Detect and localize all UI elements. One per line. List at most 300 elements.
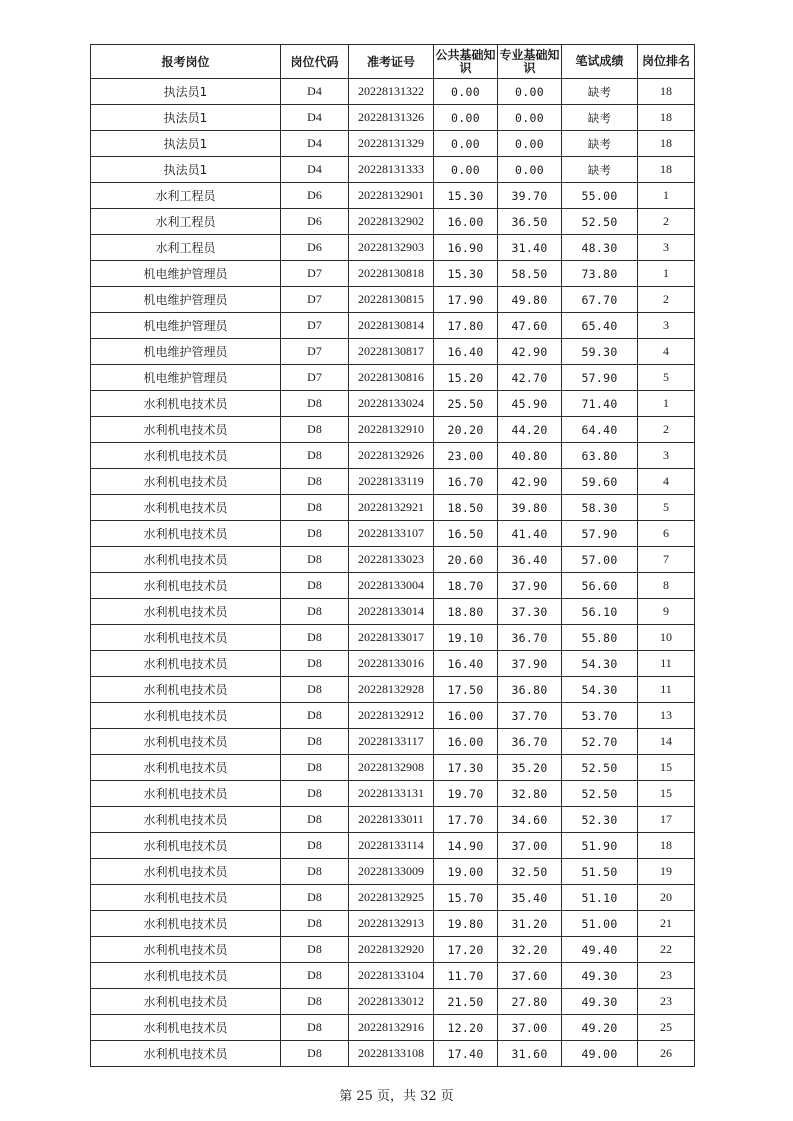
cell-professional: 36.70 [498, 729, 562, 755]
cell-rank: 18 [638, 131, 695, 157]
table-row [91, 599, 695, 625]
cell-ticket: 20228132921 [349, 495, 434, 521]
cell-professional: 44.20 [498, 417, 562, 443]
cell-score: 56.60 [562, 573, 638, 599]
cell-professional: 39.70 [498, 183, 562, 209]
cell-position: 水利机电技术员 [91, 885, 281, 911]
cell-code: D8 [281, 1015, 349, 1041]
cell-ticket: 20228131326 [349, 105, 434, 131]
cell-position: 水利机电技术员 [91, 677, 281, 703]
cell-score: 51.10 [562, 885, 638, 911]
cell-score: 52.50 [562, 755, 638, 781]
cell-ticket: 20228131333 [349, 157, 434, 183]
table-row [91, 1015, 695, 1041]
cell-rank: 6 [638, 521, 695, 547]
cell-public: 20.20 [434, 417, 498, 443]
cell-position: 水利机电技术员 [91, 443, 281, 469]
cell-score: 49.20 [562, 1015, 638, 1041]
cell-position: 机电维护管理员 [91, 339, 281, 365]
cell-public: 16.50 [434, 521, 498, 547]
page-number-footer: 第 25 页，共 32 页 [339, 1089, 454, 1104]
cell-professional: 35.20 [498, 755, 562, 781]
cell-public: 15.20 [434, 365, 498, 391]
cell-professional: 27.80 [498, 989, 562, 1015]
cell-code: D8 [281, 1041, 349, 1067]
cell-position: 水利机电技术员 [91, 599, 281, 625]
cell-score: 52.50 [562, 209, 638, 235]
table-row [91, 963, 695, 989]
cell-code: D6 [281, 183, 349, 209]
cell-score: 56.10 [562, 599, 638, 625]
cell-professional: 32.20 [498, 937, 562, 963]
table-row [91, 677, 695, 703]
cell-professional: 45.90 [498, 391, 562, 417]
cell-professional: 36.70 [498, 625, 562, 651]
table-row [91, 885, 695, 911]
cell-public: 19.00 [434, 859, 498, 885]
cell-position: 执法员1 [91, 79, 281, 105]
cell-code: D8 [281, 547, 349, 573]
header-rank: 岗位排名 [638, 45, 695, 79]
cell-ticket: 20228130816 [349, 365, 434, 391]
table-row [91, 417, 695, 443]
cell-rank: 23 [638, 963, 695, 989]
cell-position: 水利机电技术员 [91, 989, 281, 1015]
cell-rank: 1 [638, 391, 695, 417]
cell-position: 水利机电技术员 [91, 547, 281, 573]
cell-code: D8 [281, 859, 349, 885]
cell-public: 16.00 [434, 729, 498, 755]
cell-rank: 15 [638, 755, 695, 781]
cell-professional: 31.60 [498, 1041, 562, 1067]
cell-position: 水利机电技术员 [91, 573, 281, 599]
table-row [91, 703, 695, 729]
cell-score: 58.30 [562, 495, 638, 521]
cell-public: 21.50 [434, 989, 498, 1015]
cell-public: 14.90 [434, 833, 498, 859]
cell-score: 缺考 [562, 105, 638, 131]
cell-public: 16.00 [434, 209, 498, 235]
cell-code: D8 [281, 989, 349, 1015]
cell-public: 16.90 [434, 235, 498, 261]
cell-position: 执法员1 [91, 131, 281, 157]
cell-public: 19.10 [434, 625, 498, 651]
cell-public: 23.00 [434, 443, 498, 469]
cell-code: D4 [281, 157, 349, 183]
cell-score: 55.00 [562, 183, 638, 209]
cell-rank: 11 [638, 651, 695, 677]
cell-professional: 42.70 [498, 365, 562, 391]
cell-rank: 25 [638, 1015, 695, 1041]
cell-ticket: 20228133108 [349, 1041, 434, 1067]
cell-rank: 4 [638, 339, 695, 365]
table-row [91, 651, 695, 677]
cell-rank: 2 [638, 209, 695, 235]
cell-ticket: 20228132916 [349, 1015, 434, 1041]
cell-score: 55.80 [562, 625, 638, 651]
cell-ticket: 20228131329 [349, 131, 434, 157]
cell-professional: 42.90 [498, 469, 562, 495]
cell-rank: 10 [638, 625, 695, 651]
cell-professional: 31.40 [498, 235, 562, 261]
cell-code: D4 [281, 105, 349, 131]
cell-ticket: 20228132908 [349, 755, 434, 781]
cell-score: 49.00 [562, 1041, 638, 1067]
cell-code: D8 [281, 885, 349, 911]
cell-rank: 2 [638, 417, 695, 443]
table-row [91, 443, 695, 469]
table-row [91, 495, 695, 521]
table-row [91, 79, 695, 105]
cell-public: 17.30 [434, 755, 498, 781]
cell-rank: 21 [638, 911, 695, 937]
cell-position: 机电维护管理员 [91, 261, 281, 287]
cell-professional: 41.40 [498, 521, 562, 547]
cell-ticket: 20228133131 [349, 781, 434, 807]
cell-code: D8 [281, 807, 349, 833]
table-row [91, 391, 695, 417]
cell-ticket: 20228133011 [349, 807, 434, 833]
cell-rank: 22 [638, 937, 695, 963]
cell-code: D4 [281, 131, 349, 157]
table-row [91, 937, 695, 963]
cell-score: 缺考 [562, 79, 638, 105]
cell-rank: 19 [638, 859, 695, 885]
cell-public: 16.00 [434, 703, 498, 729]
cell-professional: 35.40 [498, 885, 562, 911]
cell-professional: 32.50 [498, 859, 562, 885]
cell-public: 25.50 [434, 391, 498, 417]
cell-code: D8 [281, 521, 349, 547]
cell-code: D7 [281, 339, 349, 365]
cell-score: 49.30 [562, 989, 638, 1015]
table-row [91, 911, 695, 937]
cell-code: D8 [281, 599, 349, 625]
cell-score: 59.60 [562, 469, 638, 495]
cell-code: D8 [281, 755, 349, 781]
cell-ticket: 20228132926 [349, 443, 434, 469]
cell-code: D8 [281, 729, 349, 755]
cell-position: 水利机电技术员 [91, 469, 281, 495]
cell-score: 51.90 [562, 833, 638, 859]
cell-professional: 0.00 [498, 105, 562, 131]
cell-code: D8 [281, 781, 349, 807]
cell-professional: 37.00 [498, 1015, 562, 1041]
cell-rank: 11 [638, 677, 695, 703]
cell-rank: 3 [638, 235, 695, 261]
cell-position: 水利机电技术员 [91, 911, 281, 937]
cell-rank: 9 [638, 599, 695, 625]
cell-score: 57.90 [562, 521, 638, 547]
cell-ticket: 20228133024 [349, 391, 434, 417]
table-row [91, 755, 695, 781]
table-row [91, 235, 695, 261]
cell-position: 水利机电技术员 [91, 391, 281, 417]
cell-ticket: 20228132913 [349, 911, 434, 937]
cell-ticket: 20228133104 [349, 963, 434, 989]
cell-ticket: 20228131322 [349, 79, 434, 105]
cell-public: 0.00 [434, 157, 498, 183]
cell-ticket: 20228130817 [349, 339, 434, 365]
cell-ticket: 20228132920 [349, 937, 434, 963]
cell-public: 17.50 [434, 677, 498, 703]
cell-score: 51.00 [562, 911, 638, 937]
cell-professional: 47.60 [498, 313, 562, 339]
cell-position: 水利机电技术员 [91, 755, 281, 781]
cell-ticket: 20228132903 [349, 235, 434, 261]
cell-position: 水利机电技术员 [91, 859, 281, 885]
cell-position: 水利机电技术员 [91, 781, 281, 807]
cell-position: 水利机电技术员 [91, 651, 281, 677]
table-row [91, 313, 695, 339]
cell-public: 16.40 [434, 339, 498, 365]
cell-score: 53.70 [562, 703, 638, 729]
header-ticket-number: 准考证号 [349, 45, 434, 79]
cell-score: 52.70 [562, 729, 638, 755]
cell-rank: 13 [638, 703, 695, 729]
table-row [91, 183, 695, 209]
table-body [91, 79, 695, 1067]
cell-public: 15.70 [434, 885, 498, 911]
cell-code: D8 [281, 443, 349, 469]
cell-score: 52.50 [562, 781, 638, 807]
table-row [91, 105, 695, 131]
cell-ticket: 20228130815 [349, 287, 434, 313]
cell-ticket: 20228133016 [349, 651, 434, 677]
cell-code: D8 [281, 495, 349, 521]
cell-position: 水利机电技术员 [91, 937, 281, 963]
cell-professional: 36.80 [498, 677, 562, 703]
cell-ticket: 20228133017 [349, 625, 434, 651]
table-row [91, 781, 695, 807]
cell-code: D8 [281, 677, 349, 703]
cell-score: 49.40 [562, 937, 638, 963]
cell-professional: 49.80 [498, 287, 562, 313]
cell-code: D7 [281, 287, 349, 313]
cell-score: 73.80 [562, 261, 638, 287]
cell-rank: 15 [638, 781, 695, 807]
cell-score: 49.30 [562, 963, 638, 989]
results-table [90, 44, 695, 1067]
cell-position: 水利机电技术员 [91, 495, 281, 521]
cell-rank: 3 [638, 313, 695, 339]
cell-position: 水利工程员 [91, 183, 281, 209]
table-row [91, 729, 695, 755]
cell-code: D8 [281, 911, 349, 937]
cell-ticket: 20228133012 [349, 989, 434, 1015]
cell-ticket: 20228132902 [349, 209, 434, 235]
cell-score: 54.30 [562, 677, 638, 703]
cell-rank: 7 [638, 547, 695, 573]
cell-public: 18.50 [434, 495, 498, 521]
cell-score: 57.00 [562, 547, 638, 573]
cell-public: 17.90 [434, 287, 498, 313]
cell-position: 机电维护管理员 [91, 313, 281, 339]
cell-score: 57.90 [562, 365, 638, 391]
cell-rank: 18 [638, 105, 695, 131]
cell-position: 水利机电技术员 [91, 1041, 281, 1067]
cell-position: 水利机电技术员 [91, 703, 281, 729]
cell-professional: 37.90 [498, 573, 562, 599]
cell-code: D6 [281, 209, 349, 235]
cell-rank: 3 [638, 443, 695, 469]
cell-public: 0.00 [434, 131, 498, 157]
cell-ticket: 20228133107 [349, 521, 434, 547]
cell-ticket: 20228133117 [349, 729, 434, 755]
cell-code: D8 [281, 625, 349, 651]
cell-public: 16.40 [434, 651, 498, 677]
cell-public: 0.00 [434, 79, 498, 105]
cell-rank: 20 [638, 885, 695, 911]
cell-professional: 36.40 [498, 547, 562, 573]
cell-public: 17.80 [434, 313, 498, 339]
cell-professional: 31.20 [498, 911, 562, 937]
cell-professional: 37.60 [498, 963, 562, 989]
cell-rank: 8 [638, 573, 695, 599]
cell-position: 执法员1 [91, 105, 281, 131]
cell-code: D8 [281, 833, 349, 859]
cell-position: 水利机电技术员 [91, 729, 281, 755]
cell-ticket: 20228130814 [349, 313, 434, 339]
table-row [91, 573, 695, 599]
cell-professional: 34.60 [498, 807, 562, 833]
cell-rank: 5 [638, 495, 695, 521]
cell-code: D7 [281, 313, 349, 339]
cell-professional: 0.00 [498, 157, 562, 183]
cell-rank: 17 [638, 807, 695, 833]
cell-public: 12.20 [434, 1015, 498, 1041]
cell-professional: 37.00 [498, 833, 562, 859]
cell-ticket: 20228133119 [349, 469, 434, 495]
cell-score: 63.80 [562, 443, 638, 469]
cell-score: 67.70 [562, 287, 638, 313]
table-row [91, 261, 695, 287]
cell-public: 17.20 [434, 937, 498, 963]
cell-professional: 0.00 [498, 79, 562, 105]
cell-position: 机电维护管理员 [91, 365, 281, 391]
table-row [91, 989, 695, 1015]
cell-ticket: 20228132928 [349, 677, 434, 703]
cell-ticket: 20228133009 [349, 859, 434, 885]
table-row [91, 1041, 695, 1067]
cell-rank: 23 [638, 989, 695, 1015]
cell-professional: 32.80 [498, 781, 562, 807]
cell-public: 0.00 [434, 105, 498, 131]
table-header-row [91, 45, 695, 79]
cell-code: D8 [281, 417, 349, 443]
cell-score: 65.40 [562, 313, 638, 339]
cell-public: 16.70 [434, 469, 498, 495]
cell-rank: 26 [638, 1041, 695, 1067]
cell-professional: 39.80 [498, 495, 562, 521]
table-row [91, 131, 695, 157]
cell-score: 缺考 [562, 157, 638, 183]
cell-professional: 37.70 [498, 703, 562, 729]
table-row [91, 157, 695, 183]
cell-public: 20.60 [434, 547, 498, 573]
cell-score: 48.30 [562, 235, 638, 261]
cell-code: D7 [281, 365, 349, 391]
table-row [91, 521, 695, 547]
cell-ticket: 20228133004 [349, 573, 434, 599]
cell-position: 水利机电技术员 [91, 963, 281, 989]
header-public-basic: 公共基础知识 [434, 45, 498, 79]
cell-code: D8 [281, 937, 349, 963]
table-row [91, 469, 695, 495]
cell-score: 52.30 [562, 807, 638, 833]
cell-score: 51.50 [562, 859, 638, 885]
header-position-code: 岗位代码 [281, 45, 349, 79]
cell-professional: 36.50 [498, 209, 562, 235]
cell-position: 水利机电技术员 [91, 417, 281, 443]
cell-rank: 2 [638, 287, 695, 313]
cell-score: 71.40 [562, 391, 638, 417]
cell-ticket: 20228132925 [349, 885, 434, 911]
cell-ticket: 20228133023 [349, 547, 434, 573]
cell-position: 水利机电技术员 [91, 521, 281, 547]
cell-public: 17.70 [434, 807, 498, 833]
table-row [91, 807, 695, 833]
cell-rank: 1 [638, 261, 695, 287]
cell-public: 18.80 [434, 599, 498, 625]
cell-code: D8 [281, 469, 349, 495]
cell-code: D6 [281, 235, 349, 261]
cell-ticket: 20228132912 [349, 703, 434, 729]
cell-score: 54.30 [562, 651, 638, 677]
cell-code: D8 [281, 391, 349, 417]
table-row [91, 209, 695, 235]
cell-ticket: 20228133014 [349, 599, 434, 625]
cell-code: D4 [281, 79, 349, 105]
cell-public: 17.40 [434, 1041, 498, 1067]
cell-ticket: 20228132910 [349, 417, 434, 443]
cell-score: 缺考 [562, 131, 638, 157]
cell-position: 机电维护管理员 [91, 287, 281, 313]
header-position: 报考岗位 [91, 45, 281, 79]
table-row [91, 625, 695, 651]
cell-code: D8 [281, 573, 349, 599]
cell-ticket: 20228130818 [349, 261, 434, 287]
cell-professional: 0.00 [498, 131, 562, 157]
header-professional-basic: 专业基础知识 [498, 45, 562, 79]
cell-public: 15.30 [434, 183, 498, 209]
table-row [91, 287, 695, 313]
cell-code: D8 [281, 963, 349, 989]
cell-position: 水利工程员 [91, 235, 281, 261]
cell-rank: 5 [638, 365, 695, 391]
cell-code: D8 [281, 703, 349, 729]
cell-rank: 4 [638, 469, 695, 495]
cell-public: 18.70 [434, 573, 498, 599]
cell-rank: 18 [638, 79, 695, 105]
cell-professional: 58.50 [498, 261, 562, 287]
cell-public: 11.70 [434, 963, 498, 989]
cell-rank: 14 [638, 729, 695, 755]
cell-position: 水利机电技术员 [91, 1015, 281, 1041]
cell-position: 水利工程员 [91, 209, 281, 235]
cell-rank: 18 [638, 833, 695, 859]
cell-position: 水利机电技术员 [91, 807, 281, 833]
table-row [91, 859, 695, 885]
cell-score: 64.40 [562, 417, 638, 443]
cell-professional: 40.80 [498, 443, 562, 469]
cell-rank: 18 [638, 157, 695, 183]
cell-professional: 42.90 [498, 339, 562, 365]
cell-position: 水利机电技术员 [91, 833, 281, 859]
table-row [91, 339, 695, 365]
table-row [91, 547, 695, 573]
table-row [91, 365, 695, 391]
